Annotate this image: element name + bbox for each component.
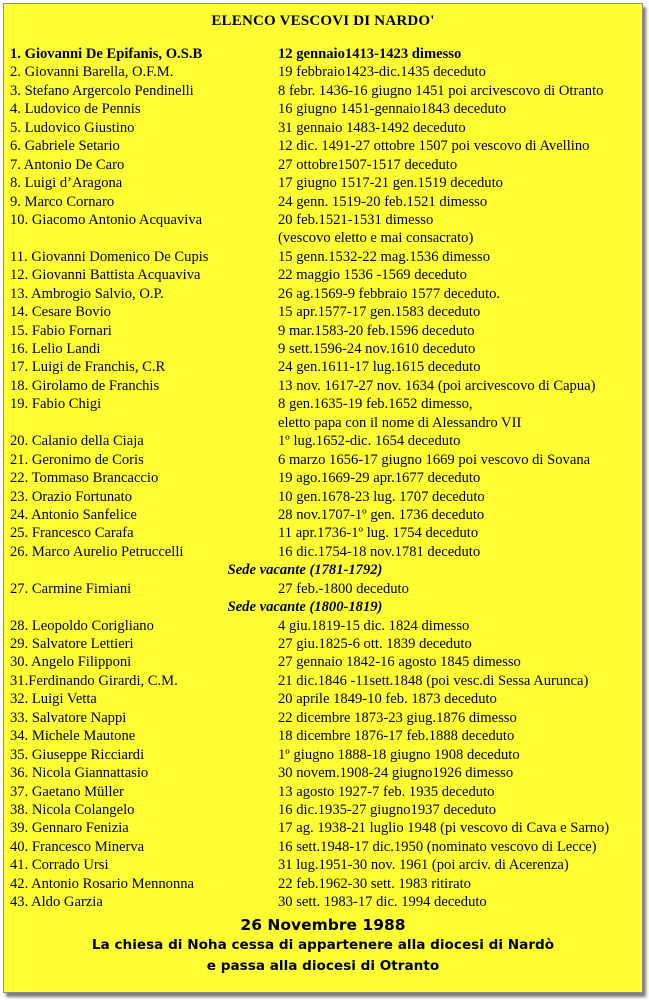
bishop-dates: (vescovo eletto e mai consacrato) — [278, 230, 474, 247]
bishop-dates: 17 ag. 1938-21 luglio 1948 (pi vescovo di Cava e Sarno) — [278, 820, 610, 837]
bishop-row — [10, 156, 640, 174]
bishop-dates: 12 dic. 1491-27 ottobre 1507 poi vescovo di Avellino — [278, 138, 590, 155]
bishop-name: 32. Luigi Vetta — [10, 691, 97, 708]
bishop-row — [10, 285, 640, 303]
footer-note — [4, 915, 642, 977]
bishop-row — [10, 690, 640, 708]
bishop-dates: 16 dic.1935-27 giugno1937 deceduto — [278, 801, 497, 818]
bishop-row — [10, 764, 640, 782]
bishop-row — [10, 63, 640, 81]
bishop-row — [10, 488, 640, 506]
bishop-dates: eletto papa con il nome di Alessandro VII — [278, 414, 522, 431]
bishop-dates: 13 nov. 1617-27 nov. 1634 (poi arcivescovo di Capua) — [278, 377, 596, 394]
bishop-row — [10, 266, 640, 284]
bishop-dates: 16 giugno 1451-gennaio1843 deceduto — [278, 101, 507, 118]
bishop-name: 3. Stefano Argercolo Pendinelli — [10, 82, 194, 99]
bishop-dates: 4 giu.1819-15 dic. 1824 dimesso — [278, 617, 470, 634]
bishop-dates: 27 gennaio 1842-16 agosto 1845 dimesso — [278, 654, 521, 671]
bishop-row — [10, 358, 640, 376]
bishop-name: 25. Francesco Carafa — [10, 525, 134, 542]
bishop-name: 42. Antonio Rosario Mennonna — [10, 875, 195, 892]
bishop-row — [10, 174, 640, 192]
bishop-name: 7. Antonio De Caro — [10, 156, 125, 173]
bishop-dates: 16 dic.1754-18 nov.1781 deceduto — [278, 543, 481, 560]
bishop-name: 23. Orazio Fortunato — [10, 488, 132, 505]
bishop-row — [10, 801, 640, 819]
bishop-name: 1. Giovanni De Epifanis, O.S.B — [10, 46, 203, 62]
bishop-dates: 30 novem.1908-24 giugno1926 dimesso — [278, 765, 514, 782]
bishop-list — [10, 45, 640, 912]
bishop-name: 14. Cesare Bovio — [10, 304, 111, 321]
bishop-dates: 15 genn.1532-22 mag.1536 dimesso — [278, 248, 490, 265]
bishop-name: 22. Tommaso Brancaccio — [10, 470, 159, 487]
bishop-row — [10, 432, 640, 450]
bishop-dates: 27 ottobre1507-1517 deceduto — [278, 156, 458, 173]
bishop-dates: 10 gen.1678-23 lug. 1707 deceduto — [278, 488, 485, 505]
bishop-row — [10, 727, 640, 745]
footer-line-1: La chiesa di Noha cessa di appartenere alla diocesi di Nardò — [91, 937, 555, 953]
bishop-dates: 11 apr.1736-1º lug. 1754 deceduto — [278, 525, 479, 542]
bishop-row — [10, 580, 640, 598]
bishop-name: 11. Giovanni Domenico De Cupis — [10, 248, 209, 265]
bishop-dates: 27 feb.-1800 deceduto — [278, 580, 409, 597]
bishop-name: 10. Giacomo Antonio Acquaviva — [10, 211, 203, 228]
bishop-dates: 16 sett.1948-17 dic.1950 (nominato vescovo di Lecce) — [278, 838, 597, 855]
bishop-dates: 19 febbraio1423-dic.1435 deceduto — [278, 64, 486, 81]
bishop-dates: 15 apr.1577-17 gen.1583 deceduto — [278, 304, 481, 321]
bishop-name: 40. Francesco Minerva — [10, 838, 145, 855]
bishop-name: 13. Ambrogio Salvio, O.P. — [10, 285, 164, 302]
bishop-row — [10, 82, 640, 100]
bishop-dates: 12 gennaio1413-1423 dimesso — [278, 46, 462, 62]
bishop-dates: 24 gen.1611-17 lug.1615 deceduto — [278, 359, 481, 376]
bishop-row — [10, 377, 640, 395]
bishop-name: 41. Corrado Ursi — [10, 857, 109, 874]
bishop-dates: 13 agosto 1927-7 feb. 1935 deceduto — [278, 783, 495, 800]
bishop-row — [10, 303, 640, 321]
document-panel — [3, 3, 643, 993]
bishop-row — [10, 100, 640, 118]
bishop-name: 15. Fabio Fornari — [10, 322, 112, 339]
bishop-name: 37. Gaetano Müller — [10, 783, 124, 800]
bishop-row — [10, 672, 640, 690]
bishop-name: 9. Marco Cornaro — [10, 193, 115, 210]
bishop-dates: 20 aprile 1849-10 feb. 1873 deceduto — [278, 691, 497, 708]
footer-line-2: e passa alla diocesi di Otranto — [206, 958, 440, 974]
bishop-dates: 21 dic.1846 -11sett.1848 (poi vesc.di Sessa Aurunca) — [278, 672, 589, 689]
bishop-name: 6. Gabriele Setario — [10, 138, 120, 155]
bishop-row — [10, 893, 640, 911]
sede-vacante-row: Sede vacante (1800-1819) — [227, 599, 383, 616]
bishop-name: 36. Nicola Giannattasio — [10, 765, 149, 782]
footer-date: 26 Novembre 1988 — [240, 916, 406, 934]
bishop-name: 33. Salvatore Nappi — [10, 709, 127, 726]
bishop-name: 24. Antonio Sanfelice — [10, 506, 137, 523]
bishop-row — [10, 137, 640, 155]
bishop-row — [10, 45, 640, 63]
bishop-name: 17. Luigi de Franchis, C.R — [10, 359, 166, 376]
bishop-dates: 20 feb.1521-1531 dimesso — [278, 211, 434, 228]
bishop-dates: 1º lug.1652-dic. 1654 deceduto — [278, 433, 461, 450]
bishop-row — [10, 211, 640, 229]
bishop-row — [10, 248, 640, 266]
bishop-dates: 22 maggio 1536 -1569 deceduto — [278, 267, 467, 284]
bishop-name: 12. Giovanni Battista Acquaviva — [10, 267, 201, 284]
bishop-dates: 30 sett. 1983-17 dic. 1994 deceduto — [278, 894, 487, 911]
bishop-name: 35. Giuseppe Ricciardi — [10, 746, 145, 763]
bishop-name: 2. Giovanni Barella, O.F.M. — [10, 64, 174, 81]
bishop-row — [10, 469, 640, 487]
bishop-row — [10, 838, 640, 856]
bishop-dates: 8 gen.1635-19 feb.1652 dimesso, — [278, 396, 473, 413]
bishop-dates: 9 sett.1596-24 nov.1610 deceduto — [278, 341, 476, 357]
bishop-dates: 18 dicembre 1876-17 feb.1888 deceduto — [278, 728, 515, 745]
bishop-dates: 24 genn. 1519-20 feb.1521 dimesso — [278, 193, 488, 210]
bishop-dates: 28 nov.1707-1º gen. 1736 deceduto — [278, 506, 485, 523]
bishop-name: 19. Fabio Chigi — [10, 396, 102, 413]
bishop-name: 43. Aldo Garzia — [10, 894, 103, 911]
bishop-row — [10, 746, 640, 764]
bishop-dates: 31 lug.1951-30 nov. 1961 (poi arciv. di Acerenza) — [278, 857, 569, 874]
bishop-dates: 27 giu.1825-6 ott. 1839 deceduto — [278, 636, 472, 652]
bishop-row — [10, 856, 640, 874]
bishop-name: 28. Leopoldo Corigliano — [10, 617, 154, 634]
bishop-row — [10, 635, 640, 653]
bishop-dates: 26 ag.1569-9 febbraio 1577 deceduto. — [278, 285, 501, 302]
bishop-name: 39. Gennaro Fenizia — [10, 820, 129, 837]
bishop-row — [10, 451, 640, 469]
bishop-name: 30. Angelo Filipponi — [10, 654, 132, 671]
bishop-row — [10, 229, 640, 247]
bishop-dates: 22 feb.1962-30 sett. 1983 ritirato — [278, 875, 471, 892]
bishop-name: 21. Geronimo de Coris — [10, 451, 144, 468]
bishop-name: 8. Luigi d’Aragona — [10, 175, 123, 192]
bishop-name: 5. Ludovico Giustino — [10, 119, 135, 136]
bishop-name: 27. Carmine Fimiani — [10, 580, 132, 597]
bishop-row — [10, 119, 640, 137]
bishop-name: 20. Calanio della Ciaja — [10, 433, 144, 450]
bishop-name: 38. Nicola Colangelo — [10, 801, 135, 818]
bishop-row — [10, 395, 640, 413]
bishop-name: 31.Ferdinando Girardi, C.M. — [10, 672, 178, 689]
bishop-row — [10, 617, 640, 635]
bishop-row — [10, 524, 640, 542]
bishop-dates: 19 ago.1669-29 apr.1677 deceduto — [278, 470, 481, 487]
bishop-name: 4. Ludovico de Pennis — [10, 101, 141, 118]
bishop-row — [10, 414, 640, 432]
bishop-name: 34. Michele Mautone — [10, 728, 136, 745]
bishop-name: 18. Girolamo de Franchis — [10, 377, 160, 394]
bishop-row — [10, 543, 640, 561]
bishop-row — [10, 506, 640, 524]
bishop-row — [10, 340, 640, 358]
bishop-dates: 22 dicembre 1873-23 giug.1876 dimesso — [278, 709, 517, 726]
bishop-row — [10, 322, 640, 340]
bishop-row — [10, 875, 640, 893]
bishop-row — [10, 783, 640, 801]
sede-vacante-row: Sede vacante (1781-1792) — [227, 562, 383, 579]
bishop-dates: 9 mar.1583-20 feb.1596 deceduto — [278, 322, 475, 339]
bishop-name: 26. Marco Aurelio Petruccelli — [10, 543, 184, 560]
bishop-row — [10, 653, 640, 671]
bishop-row — [10, 709, 640, 727]
bishop-dates: 31 gennaio 1483-1492 deceduto — [278, 119, 466, 136]
bishop-dates: 6 marzo 1656-17 giugno 1669 poi vescovo di Sovana — [278, 451, 591, 468]
bishop-row — [10, 193, 640, 211]
bishop-dates: 8 febr. 1436-16 giugno 1451 poi arcivescovo di Otranto — [278, 82, 604, 99]
bishop-name: 29. Salvatore Lettieri — [10, 636, 134, 652]
bishop-dates: 17 giugno 1517-21 gen.1519 deceduto — [278, 175, 503, 192]
bishop-dates: 1º giugno 1888-18 giugno 1908 deceduto — [278, 746, 520, 763]
bishop-name: 16. Lelio Landi — [10, 341, 101, 357]
bishop-row — [10, 819, 640, 837]
page-title: ELENCO VESCOVI DI NARDO' — [211, 13, 435, 29]
